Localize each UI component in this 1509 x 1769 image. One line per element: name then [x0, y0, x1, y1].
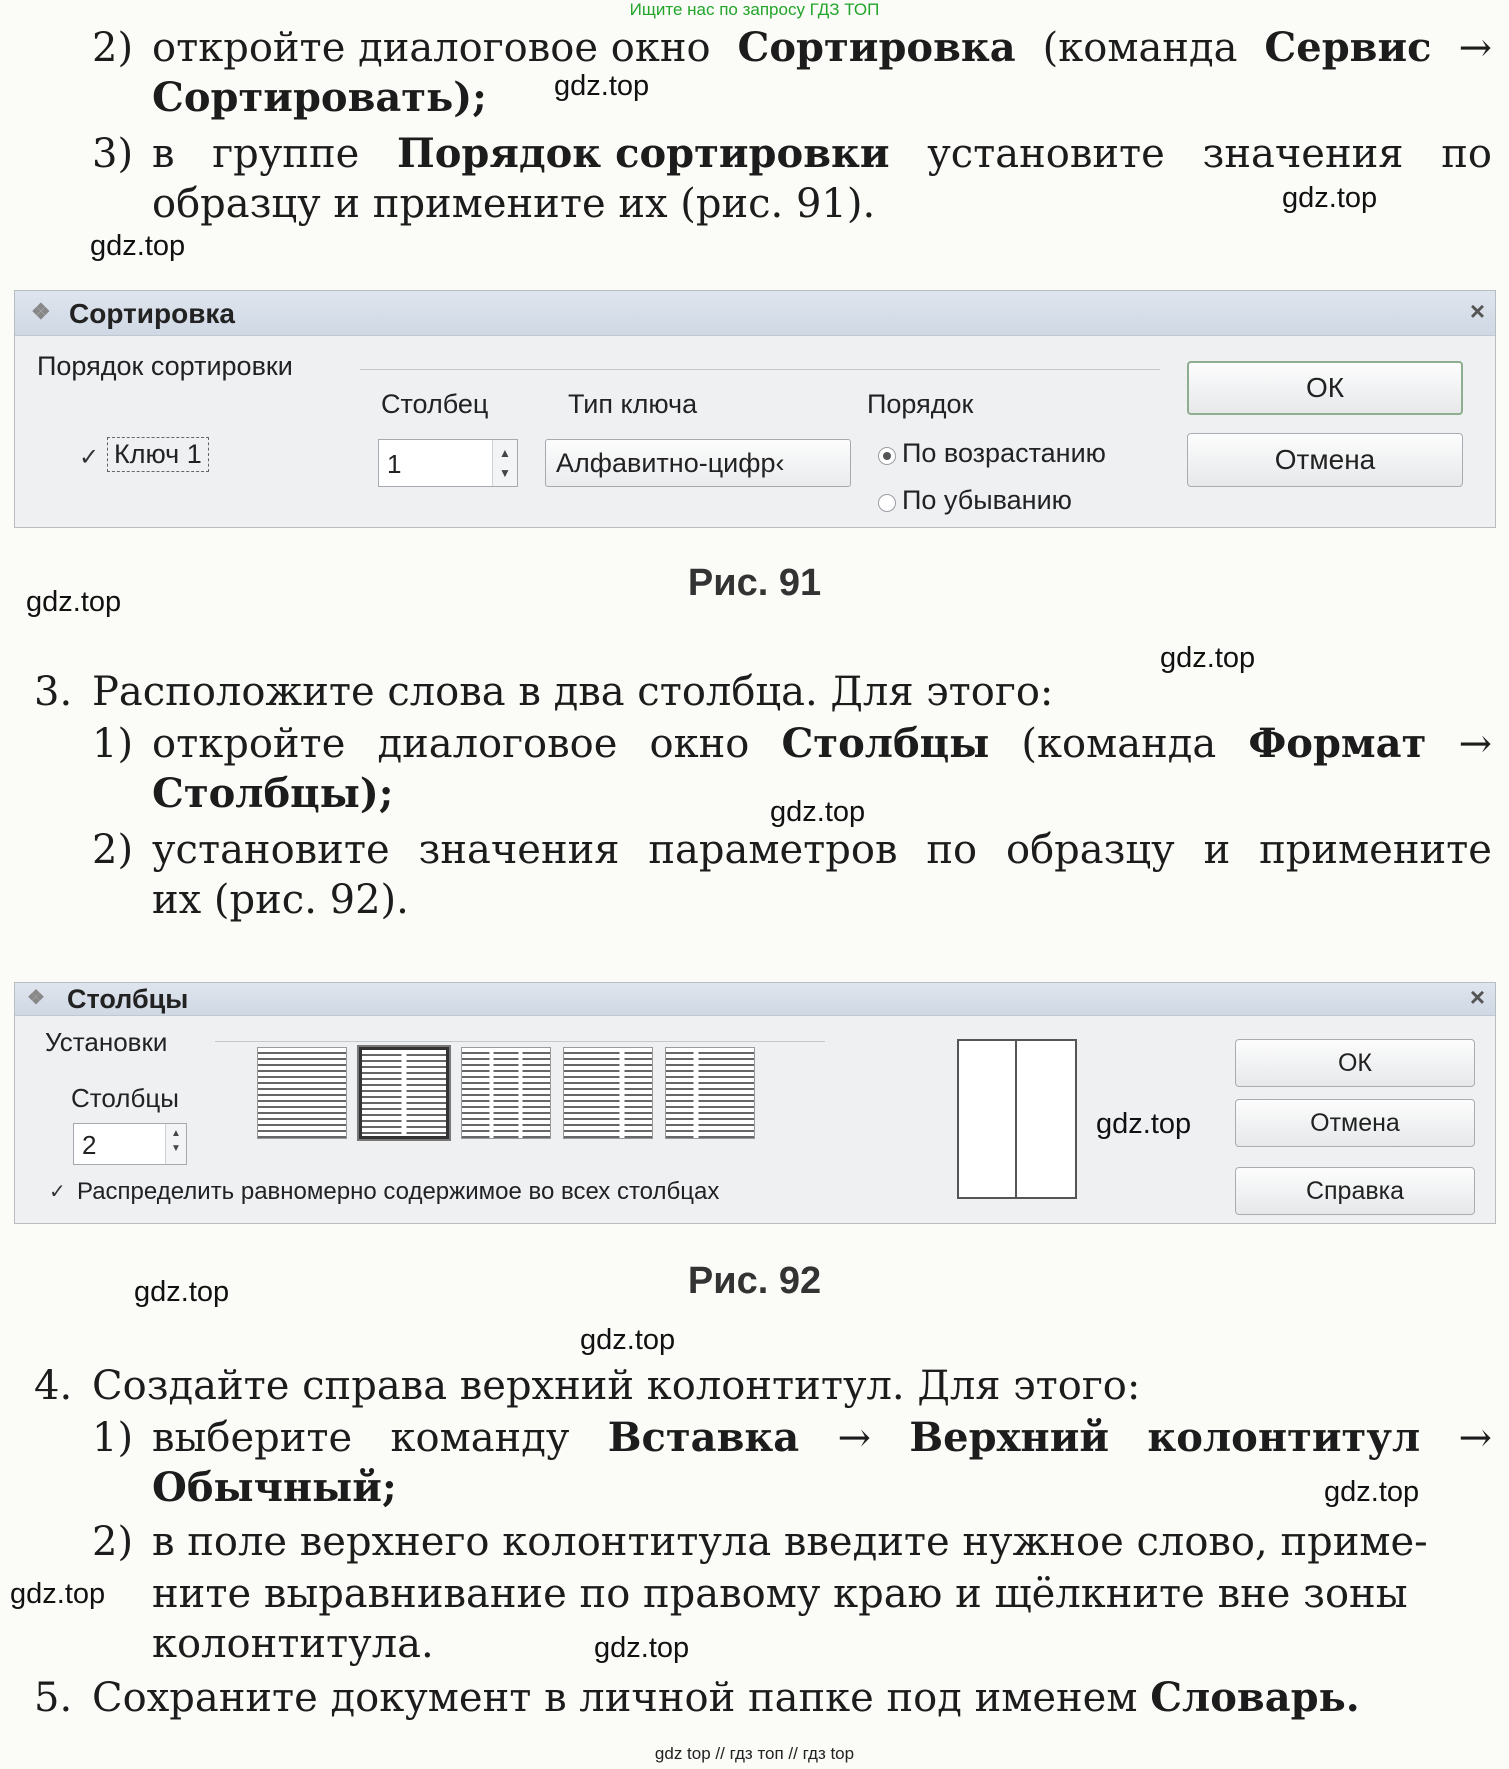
step-number: 2) [92, 827, 134, 873]
spinner-arrows[interactable]: ▲ ▼ [165, 1124, 186, 1164]
preset-right-wide[interactable] [665, 1047, 755, 1139]
watermark-label: gdz.top [90, 230, 186, 262]
preview-separator [1015, 1041, 1017, 1197]
column-spinner[interactable] [378, 439, 518, 487]
watermark-label: gdz.top [1160, 642, 1256, 674]
watermark-label: gdz.top [1324, 1476, 1420, 1508]
preset-one-column[interactable] [257, 1047, 347, 1139]
step-text-line: установите значения параметров по образцу и примените [152, 827, 1492, 873]
order-descending-label: По убыванию [902, 485, 1072, 515]
column-header: Столбец [381, 389, 489, 419]
item-number: 3. [34, 669, 73, 715]
columns-label: Столбцы [71, 1083, 179, 1113]
watermark-label: gdz.top [554, 70, 650, 102]
sort-dialog [14, 290, 1496, 528]
cancel-button[interactable]: Отмена [1235, 1099, 1475, 1147]
watermark-label: gdz.top [26, 586, 122, 618]
step-number: 2) [92, 1519, 134, 1565]
watermark-label: gdz.top [1096, 1108, 1192, 1140]
key-type-header: Тип ключа [568, 389, 698, 419]
close-icon[interactable]: × [1469, 982, 1485, 1012]
preset-three-columns[interactable] [461, 1047, 551, 1139]
step-number: 1) [92, 1415, 134, 1461]
step-text-line: откройте диалоговое окно Сортировка (команда Сервис → [152, 24, 1492, 71]
ok-button[interactable]: ОК [1187, 361, 1463, 415]
spinner-arrows[interactable]: ▲ ▼ [492, 440, 517, 486]
item-text: Расположите слова в два столбца. Для этого: [92, 669, 1054, 715]
ok-button[interactable]: ОК [1235, 1039, 1475, 1087]
step-text-line: откройте диалоговое окно Столбцы (команда Формат → [152, 720, 1492, 767]
step-number: 3) [92, 131, 134, 177]
columns-preview [957, 1039, 1077, 1199]
item-text: Создайте справа верхний колонтитул. Для этого: [92, 1363, 1141, 1409]
key-checkbox[interactable]: ✓ [79, 443, 100, 471]
columns-dialog-titlebar [15, 983, 1495, 1016]
help-button[interactable]: Справка [1235, 1167, 1475, 1215]
columns-value: 2 [82, 1130, 97, 1160]
step-text-line: в группе Порядок сортировки установите значения по [152, 130, 1492, 177]
cancel-button[interactable]: Отмена [1187, 433, 1463, 487]
dialog-title: Сортировка [69, 298, 235, 329]
watermark-label: gdz.top [10, 1578, 106, 1610]
watermark-label: gdz.top [134, 1276, 230, 1308]
step-text-line: в поле верхнего колонтитула введите нужное слово, приме- [152, 1519, 1428, 1565]
step-number: 1) [92, 721, 134, 767]
group-label: Порядок сортировки [37, 351, 293, 381]
distribute-label: Распределить равномерно содержимое во всех столбцах [77, 1178, 720, 1205]
step-number: 2) [92, 25, 134, 71]
key-type-value: Алфавитно-цифр‹ [556, 448, 785, 478]
order-ascending-radio[interactable] [878, 447, 896, 465]
step-text-line: образцу и примените их (рис. 91). [152, 181, 876, 227]
dialog-title: Столбцы [67, 984, 189, 1014]
step-text-line: их (рис. 92). [152, 877, 409, 923]
columns-dialog [14, 982, 1496, 1224]
group-divider [215, 1041, 825, 1042]
watermark-label: gdz.top [594, 1632, 690, 1664]
figure-caption: Рис. 91 [687, 562, 822, 604]
key-type-select[interactable] [545, 439, 851, 487]
key-label: Ключ 1 [107, 437, 209, 472]
step-text-line: колонтитула. [152, 1621, 434, 1667]
column-value: 1 [387, 449, 402, 479]
preset-left-wide[interactable] [563, 1047, 653, 1139]
columns-spinner[interactable] [73, 1123, 187, 1165]
step-text-line: Столбцы); [152, 770, 394, 817]
figure-caption: Рис. 92 [687, 1260, 822, 1302]
step-text-line: Сортировать); [152, 74, 487, 121]
step-text-line: выберите команду Вставка → Верхний колонтитул → [152, 1414, 1492, 1461]
distribute-checkbox[interactable]: ✓ [49, 1179, 66, 1203]
item-text: Сохраните документ в личной папке под именем Словарь. [92, 1674, 1360, 1721]
step-text-line: ните выравнивание по правому краю и щёлкните вне зоны [152, 1571, 1408, 1617]
order-descending-radio[interactable] [878, 494, 896, 512]
order-ascending-label: По возрастанию [902, 438, 1106, 468]
watermark-label: gdz.top [770, 796, 866, 828]
app-icon: ❖ [31, 299, 51, 324]
preset-two-columns[interactable] [359, 1047, 449, 1139]
watermark-bottom: gdz top // гдз топ // гдз top [654, 1744, 855, 1763]
watermark-label: gdz.top [1282, 182, 1378, 214]
watermark-label: gdz.top [580, 1324, 676, 1356]
item-number: 5. [34, 1675, 73, 1721]
app-icon: ❖ [27, 987, 45, 1009]
close-icon[interactable]: × [1469, 296, 1485, 326]
step-text-line: Обычный; [152, 1464, 397, 1511]
sort-dialog-titlebar [15, 291, 1495, 336]
order-header: Порядок [867, 389, 974, 419]
group-label: Установки [45, 1027, 168, 1057]
item-number: 4. [34, 1363, 73, 1409]
group-divider [360, 369, 1160, 370]
watermark-top: Ищите нас по запросу ГДЗ ТОП [629, 0, 880, 19]
